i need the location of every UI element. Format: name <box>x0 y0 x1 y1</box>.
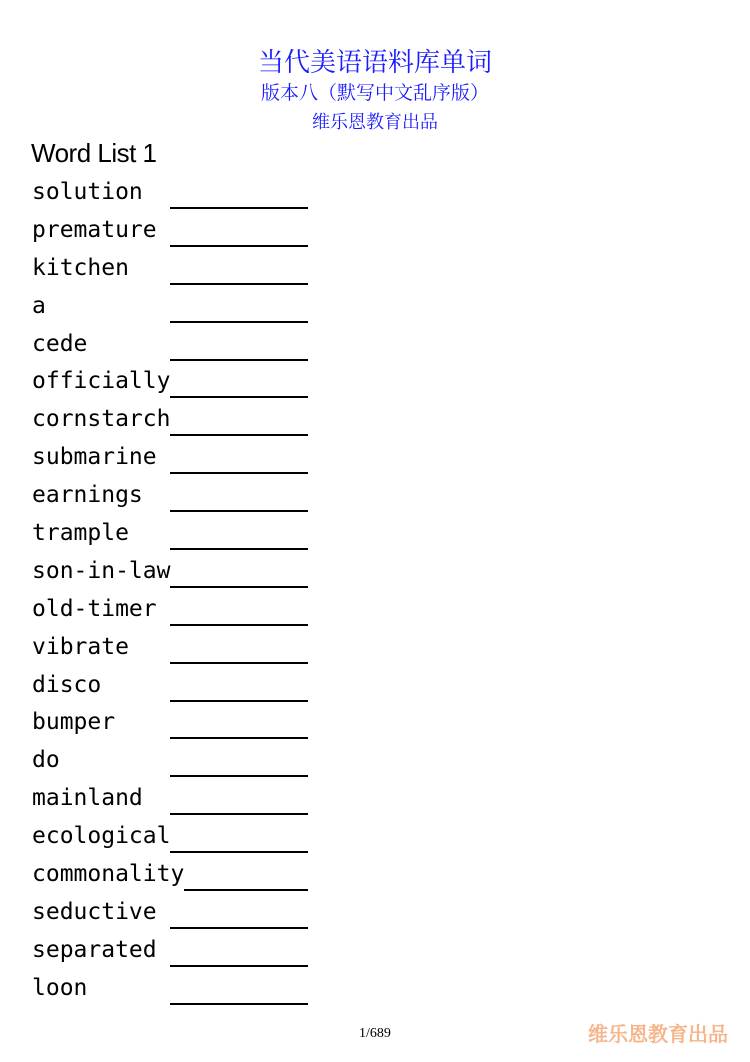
vocab-word: seductive <box>32 898 157 925</box>
vocab-word: do <box>32 747 60 774</box>
vocab-word: a <box>32 292 46 319</box>
word-row <box>32 438 308 476</box>
word-row <box>32 325 308 363</box>
word-row <box>32 628 308 666</box>
answer-blank <box>170 297 308 323</box>
word-row <box>32 741 308 779</box>
word-row <box>32 400 308 438</box>
vocab-word: ecological <box>32 823 171 850</box>
page-number: 1/689 <box>359 1026 391 1041</box>
answer-blank <box>170 410 308 436</box>
vocab-word: bumper <box>32 709 116 736</box>
word-row <box>32 703 308 741</box>
answer-blank <box>170 941 308 967</box>
word-row <box>32 249 308 287</box>
vocab-word: cede <box>32 330 88 357</box>
word-list-heading: Word List 1 <box>31 138 157 168</box>
publisher-line: 维乐恩教育出品 <box>312 112 438 133</box>
word-row <box>32 893 308 931</box>
vocab-word: disco <box>32 671 102 698</box>
word-list <box>32 173 308 1007</box>
word-row <box>32 287 308 325</box>
answer-blank <box>170 751 308 777</box>
answer-blank <box>170 676 308 702</box>
answer-blank <box>170 448 308 474</box>
answer-blank <box>170 827 308 853</box>
answer-blank <box>170 221 308 247</box>
vocab-word: mainland <box>32 785 143 812</box>
watermark-logo: 维乐恩教育出品 <box>588 1022 728 1046</box>
answer-blank <box>170 335 308 361</box>
answer-blank <box>170 372 308 398</box>
document-subtitle: 版本八（默写中文乱序版） <box>260 82 489 104</box>
word-row <box>32 476 308 514</box>
answer-blank <box>170 979 308 1005</box>
vocab-word: commonality <box>32 860 185 887</box>
word-row <box>32 514 308 552</box>
word-row <box>32 362 308 400</box>
word-row <box>32 552 308 590</box>
vocab-word: solution <box>32 178 143 205</box>
answer-blank <box>170 562 308 588</box>
answer-blank <box>170 713 308 739</box>
word-row <box>32 969 308 1007</box>
document-title: 当代美语语料库单词 <box>257 48 492 78</box>
word-row <box>32 779 308 817</box>
vocab-word: kitchen <box>32 254 129 281</box>
vocab-word: submarine <box>32 444 157 471</box>
word-row <box>32 173 308 211</box>
vocab-word: loon <box>32 974 88 1001</box>
vocab-word: vibrate <box>32 633 129 660</box>
answer-blank <box>170 259 308 285</box>
answer-blank <box>184 865 308 891</box>
vocab-word: earnings <box>32 482 143 509</box>
answer-blank <box>170 903 308 929</box>
vocab-word: old-timer <box>32 595 157 622</box>
vocab-word: officially <box>32 368 171 395</box>
answer-blank <box>170 638 308 664</box>
vocab-word: son-in-law <box>32 557 171 584</box>
word-row <box>32 666 308 704</box>
word-row <box>32 817 308 855</box>
answer-blank <box>170 524 308 550</box>
vocab-word: cornstarch <box>32 406 171 433</box>
word-row <box>32 855 308 893</box>
word-row <box>32 211 308 249</box>
answer-blank <box>170 600 308 626</box>
word-row <box>32 931 308 969</box>
vocab-word: separated <box>32 936 157 963</box>
vocab-word: premature <box>32 216 157 243</box>
answer-blank <box>170 486 308 512</box>
vocab-word: trample <box>32 519 129 546</box>
answer-blank <box>170 789 308 815</box>
answer-blank <box>170 183 308 209</box>
word-row <box>32 590 308 628</box>
